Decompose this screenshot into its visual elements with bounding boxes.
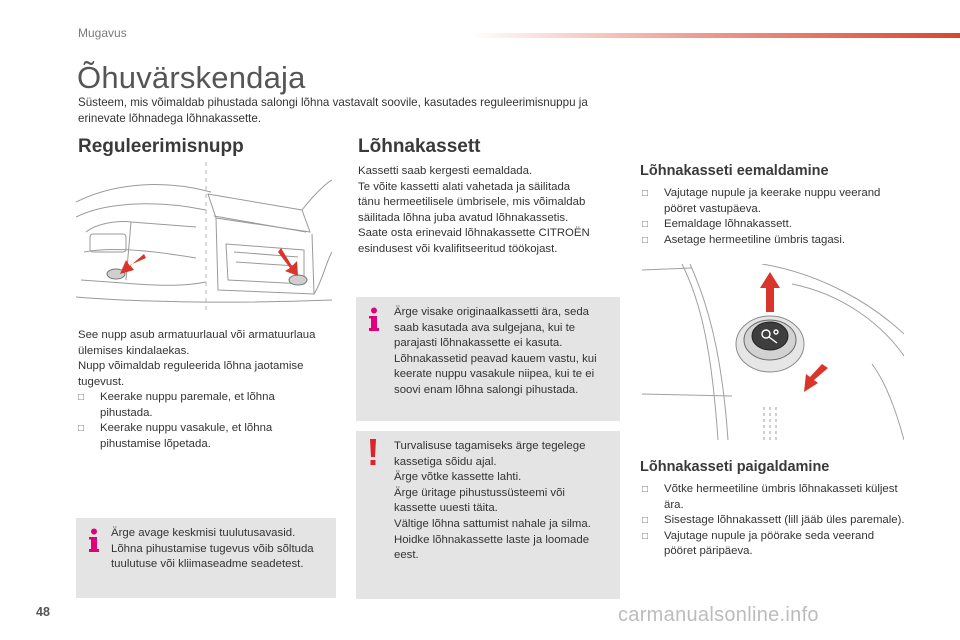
info-note-ventilation xyxy=(76,518,336,598)
col2-para-line: esindusest või kvalifitseeritud töökojast. xyxy=(358,242,558,255)
col1-para-line: See nupp asub armatuurlaual või armatuurlaua xyxy=(78,329,316,341)
note-line: keerate nuppu vasakule niipea, kui te ei xyxy=(394,368,595,381)
list-item-text: Sisestage lõhnakassett (lill jääb üles paremale). xyxy=(664,514,905,527)
intro-line: erinevate lõhnadega lõhnakassette. xyxy=(78,111,262,125)
list-item xyxy=(642,186,908,217)
note-text xyxy=(111,526,314,573)
col2-para-line: tänu hermeetilisele ümbrisele, mis võimaldab xyxy=(358,196,586,209)
list-item xyxy=(642,217,908,233)
note-line: Vältige lõhna sattumist nahale ja silma. xyxy=(394,517,591,530)
note-line: Ärge visake originaalkassetti ära, seda xyxy=(394,306,590,318)
note-text xyxy=(394,305,597,399)
page-title: Õhuvärskendaja xyxy=(77,60,306,95)
checkbox-bullet-icon: □ xyxy=(78,392,85,403)
list-item-text: Võtke hermeetiline ümbris lõhnakasseti küljest ära. xyxy=(664,483,898,511)
col1-paragraph xyxy=(78,328,340,390)
list-item xyxy=(78,421,308,452)
col2-para-line: Te võite kassetti alati vahetada ja säilitada xyxy=(358,180,571,193)
list-item-text: Vajutage nupule ja pöörake seda veerand pööret päripäeva. xyxy=(664,529,875,558)
list-item-text: Asetage hermeetiline ümbris tagasi. xyxy=(664,233,846,246)
heading-install: Lõhnakasseti paigaldamine xyxy=(640,459,830,475)
intro-text xyxy=(78,95,638,126)
note-line: soovi enam lõhna salongi pihustada. xyxy=(394,383,579,396)
note-line: kassette uuesti täita. xyxy=(394,502,498,515)
note-line: Turvalisuse tagamiseks ärge tegelege xyxy=(394,440,586,452)
checkbox-bullet-icon: □ xyxy=(78,423,85,435)
note-line: parajasti lõhnakassette ei kasuta. xyxy=(394,337,563,350)
list-item xyxy=(642,529,908,560)
heading-reguleerimisnupp: Reguleerimisnupp xyxy=(78,136,244,157)
col2-para-line: Kassetti saab kergesti eemaldada. xyxy=(358,165,533,177)
checkbox-bullet-icon: □ xyxy=(642,234,649,246)
col2-para-line: säilitada lõhna juba avatud lõhnakassetis. xyxy=(358,211,569,224)
list-item-text: Keerake nuppu vasakule, et lõhna pihustamise lõpetada. xyxy=(100,422,273,450)
checkbox-bullet-icon: □ xyxy=(642,530,649,542)
note-line: Ärge avage keskmisi tuulutusavasid. xyxy=(111,527,296,539)
list-item-text: Eemaldage lõhnakassett. xyxy=(664,218,792,231)
warning-icon xyxy=(368,439,378,473)
list-item-text: Vajutage nupule ja keerake nuppu veerand pööret vastupäeva. xyxy=(664,187,881,215)
col1-bullet-list xyxy=(78,390,308,452)
checkbox-bullet-icon: □ xyxy=(642,219,649,231)
list-item xyxy=(642,233,908,249)
checkbox-bullet-icon: □ xyxy=(642,484,649,495)
col1-para-line: ülemises kindalaekas. xyxy=(78,344,190,357)
note-line: kassetiga sõidu ajal. xyxy=(394,455,497,468)
watermark: carmanualsonline.info xyxy=(618,604,819,626)
checkbox-bullet-icon: □ xyxy=(642,188,649,199)
intro-line: Süsteem, mis võimaldab pihustada salongi lõhna vastavalt soovile, kasutades reguleerimisnuppu ja xyxy=(78,96,588,109)
note-line: Lõhnakassetid peavad kauem vastu, kui xyxy=(394,352,597,365)
heading-lohnakassett: Lõhnakassett xyxy=(358,136,481,157)
note-line: Ärge üritage pihustussüsteemi või xyxy=(394,486,565,499)
info-icon xyxy=(368,307,380,339)
install-steps xyxy=(642,482,908,560)
section-label: Mugavus xyxy=(78,26,127,40)
info-icon xyxy=(88,528,100,560)
cassette-removal-illustration xyxy=(642,264,904,440)
col2-paragraph xyxy=(358,164,618,258)
list-item xyxy=(642,482,908,513)
info-note-keep-cassette xyxy=(356,297,620,421)
dashboard-knob-illustration xyxy=(76,162,332,310)
note-line: tuulutuse või kliimaseadme seadetest. xyxy=(111,558,304,571)
list-item xyxy=(78,390,308,421)
remove-steps xyxy=(642,186,908,248)
checkbox-bullet-icon: □ xyxy=(642,515,649,527)
list-item xyxy=(642,513,908,529)
cassette-drawing xyxy=(642,264,904,440)
col1-para-line: Nupp võimaldab reguleerida lõhna jaotamise xyxy=(78,360,304,373)
header-accent-bar xyxy=(470,33,960,38)
col1-para-line: tugevust. xyxy=(78,375,125,388)
note-line: Ärge võtke kassette lahti. xyxy=(394,471,522,484)
warning-note-safety xyxy=(356,431,620,599)
note-line: saab kasutada ava sulgejana, kui te xyxy=(394,321,576,334)
list-item-text: Keerake nuppu paremale, et lõhna pihustada. xyxy=(100,391,275,419)
note-line: Hoidke lõhnakassette laste ja loomade xyxy=(394,533,590,546)
heading-remove: Lõhnakasseti eemaldamine xyxy=(640,163,829,179)
col2-para-line: Saate osta erinevaid lõhnakassette CITROËN xyxy=(358,227,590,240)
note-text xyxy=(394,439,591,564)
page-number: 48 xyxy=(36,605,50,619)
note-line: eest. xyxy=(394,549,419,562)
note-line: Lõhna pihustamise tugevus võib sõltuda xyxy=(111,542,314,555)
glovebox-drawing xyxy=(76,162,332,310)
